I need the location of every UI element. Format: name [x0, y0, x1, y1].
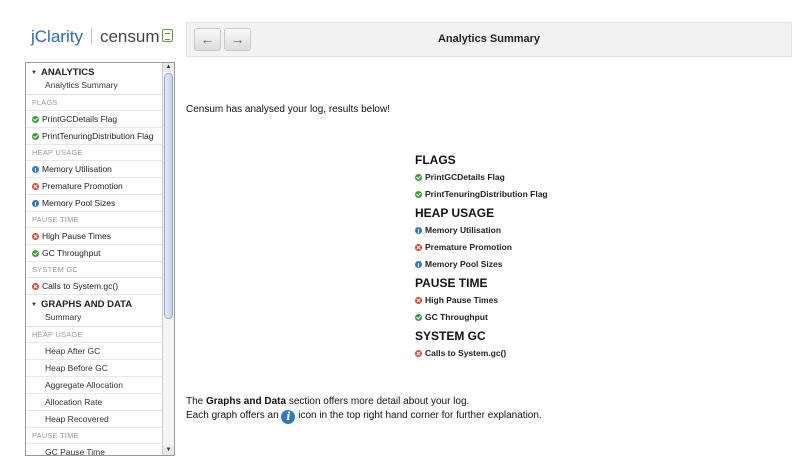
censum-logo-icon: [162, 29, 173, 42]
section-heading-pause-time: PAUSE TIME: [415, 276, 488, 290]
brand-name: jClarity: [31, 27, 83, 46]
graph-info-note: Each graph offers an i icon in the top right hand corner for further explanation.: [186, 410, 542, 423]
graphs-and-data-emphasis: Graphs and Data: [206, 396, 287, 407]
section-heading-system-gc: SYSTEM GC: [415, 329, 486, 343]
check-icon: [415, 174, 422, 181]
sidebar-category-graphs-pause-time: PAUSE TIME: [26, 428, 163, 444]
sidebar-item-printtenuring[interactable]: PrintTenuringDistribution Flag: [26, 128, 163, 145]
brand-divider: [91, 28, 92, 44]
product-name: censum: [99, 27, 160, 46]
info-icon: [32, 200, 39, 207]
sidebar-item-memory-pool-sizes[interactable]: Memory Pool Sizes: [26, 195, 163, 212]
sidebar-section-analytics[interactable]: ▼ ANALYTICS: [31, 67, 95, 78]
scrollbar-thumb[interactable]: [164, 73, 173, 319]
check-icon: [415, 314, 422, 321]
toolbar: [186, 22, 792, 57]
sidebar-item-gc-pause-time[interactable]: GC Pause Time: [26, 444, 163, 456]
sidebar-item-high-pause-times[interactable]: High Pause Times: [26, 228, 163, 245]
sidebar-scrollbar[interactable]: [162, 63, 174, 455]
error-icon: [415, 297, 422, 304]
sidebar-item-graphs-summary[interactable]: Summary: [26, 311, 163, 327]
sidebar-item-printgcdetails[interactable]: PrintGCDetails Flag: [26, 111, 163, 128]
summary-item-printtenuring: PrintTenuringDistribution Flag: [415, 186, 615, 203]
summary-item-premature-promotion: Premature Promotion: [415, 239, 615, 256]
sidebar-item-aggregate-allocation[interactable]: Aggregate Allocation: [26, 377, 163, 394]
error-icon: [415, 350, 422, 357]
sidebar-item-premature-promotion[interactable]: Premature Promotion: [26, 178, 163, 195]
error-icon: [32, 183, 39, 190]
info-icon: [415, 227, 422, 234]
check-icon: [415, 191, 422, 198]
analytics-summary-list: [415, 152, 615, 362]
sidebar-item-heap-after-gc[interactable]: Heap After GC: [26, 343, 163, 360]
expand-triangle-icon: ▼: [31, 70, 37, 76]
summary-item-calls-to-system-gc: Calls to System.gc(): [415, 345, 615, 362]
check-icon: [32, 133, 39, 140]
expand-triangle-icon: ▼: [31, 302, 37, 308]
sidebar-item-allocation-rate[interactable]: Allocation Rate: [26, 394, 163, 411]
graphs-note: The Graphs and Data section offers more detail about your log.: [186, 396, 470, 407]
sidebar-content: [26, 63, 163, 456]
scroll-down-arrow-icon[interactable]: ▼: [163, 446, 174, 455]
summary-item-high-pause-times: High Pause Times: [415, 292, 615, 309]
brand-logo: [31, 27, 173, 47]
sidebar-section-graphs-and-data[interactable]: ▼ GRAPHS AND DATA: [31, 299, 133, 310]
sidebar-item-calls-to-system-gc[interactable]: Calls to System.gc(): [26, 278, 163, 295]
section-heading-heap-usage: HEAP USAGE: [415, 206, 495, 220]
sidebar-item-memory-utilisation[interactable]: Memory Utilisation: [26, 161, 163, 178]
check-icon: [32, 116, 39, 123]
sidebar-category-heap-usage: HEAP USAGE: [26, 145, 163, 161]
back-button[interactable]: ←: [194, 28, 221, 51]
info-icon: [32, 166, 39, 173]
check-icon: [32, 250, 39, 257]
sidebar-category-system-gc: SYSTEM GC: [26, 262, 163, 278]
sidebar-item-heap-recovered[interactable]: Heap Recovered: [26, 411, 163, 428]
scroll-up-arrow-icon[interactable]: ▲: [163, 63, 174, 72]
info-icon: i: [281, 410, 295, 424]
intro-text: Censum has analysed your log, results below!: [186, 104, 390, 115]
sidebar-item-analytics-summary[interactable]: Analytics Summary: [26, 79, 163, 95]
error-icon: [415, 244, 422, 251]
summary-item-memory-pool-sizes: Memory Pool Sizes: [415, 256, 615, 273]
sidebar-item-gc-throughput[interactable]: GC Throughput: [26, 245, 163, 262]
sidebar-category-pause-time: PAUSE TIME: [26, 212, 163, 228]
summary-item-gc-throughput: GC Throughput: [415, 309, 615, 326]
page-title: Analytics Summary: [437, 33, 541, 45]
sidebar: [25, 62, 175, 456]
error-icon: [32, 283, 39, 290]
summary-item-memory-utilisation: Memory Utilisation: [415, 222, 615, 239]
sidebar-item-heap-before-gc[interactable]: Heap Before GC: [26, 360, 163, 377]
summary-item-printgcdetails: PrintGCDetails Flag: [415, 169, 615, 186]
forward-button[interactable]: →: [224, 28, 251, 51]
sidebar-category-graphs-heap-usage: HEAP USAGE: [26, 327, 163, 343]
sidebar-category-flags: FLAGS: [26, 95, 163, 111]
error-icon: [32, 233, 39, 240]
info-icon: [415, 261, 422, 268]
section-heading-flags: FLAGS: [415, 153, 456, 167]
